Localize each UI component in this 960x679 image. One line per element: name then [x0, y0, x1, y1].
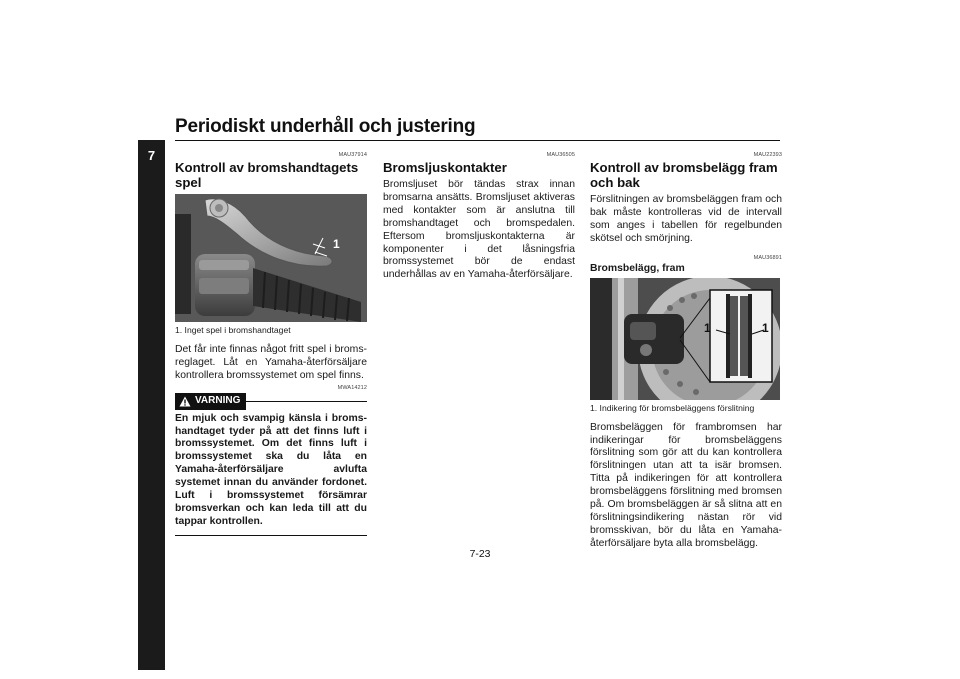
brake-lever-figure — [175, 194, 367, 322]
section-heading-brake-light: Bromsljuskontakter — [383, 160, 507, 175]
section-code: MAU37914 — [338, 152, 367, 158]
warning-text: En mjuk och svampig känsla i bromshandtaget tyder på att det finns luft i bromssystemet. Om det finns luft i bromssystemet ska du låta en Yamaha-återförsäljare avlufta systemet innan du använder fordonet. Luft i bromssystemet försämrar bromsverkan och kan leda till att du tappar kontrollen. — [175, 412, 367, 527]
body-text: Det får inte finnas något fritt spel i bromsreglaget. Låt en Yamaha-återförsäljare kontrollera bromssystemet om spel finns. — [175, 344, 367, 381]
body-text: Bromsljuset bör tändas strax innan bromsarna ansätts. Bromsljuset aktiveras med kontakter som är anslutna till bromshandtaget och bromspedalen. Eftersom bromsljuskontakterna är komponenter i det låsningsfria bromssystemet bör de endast underhållas av en Yamaha-återförsäljare. — [383, 179, 575, 281]
section-heading-brake-lever: Kontroll av bromshandtagets spel — [175, 160, 359, 190]
brake-caliper-illustration — [590, 278, 780, 400]
warning-label: VARNING — [195, 394, 241, 406]
subheading-front-pads: Bromsbelägg, fram — [590, 262, 685, 274]
section-heading-brake-pads: Kontroll av bromsbelägg fram och bak — [590, 160, 778, 190]
section-code: MAU36505 — [546, 152, 575, 158]
warning-code: MWA14212 — [337, 384, 367, 391]
chapter-tab — [138, 140, 165, 670]
section-code: MAU22393 — [753, 152, 782, 158]
body-text: Bromsbeläggen för frambromsen har indikeringar för bromsbeläggens förslitning som gör att du kan kontrollera förslitningen utan att ta isär bromsen. Titta på indikeringen för att kontrollera bromsbeläggens förslitning med bromsen på. Om bromsbeläggen är så slitna att en förslitningsindikering nästan rör vid bromsskivan, bör du låta en Yamaha-återförsäljare byta alla bromsbelägg. — [590, 421, 782, 549]
page-number: 7-23 — [469, 549, 491, 560]
figure-caption: 1. Indikering för bromsbeläggens förslitning — [590, 402, 755, 413]
intro-text: Förslitningen av bromsbeläggen fram och bak måste kontrolleras vid de intervall som anges i tabellen för regelbunden skötsel och smörjning. — [590, 194, 782, 244]
figure-callout-left: 1 — [704, 320, 711, 335]
brake-pad-figure — [590, 278, 780, 400]
page-title: Periodiskt underhåll och justering — [175, 116, 476, 137]
brake-lever-illustration — [175, 194, 367, 322]
figure-callout-right: 1 — [762, 320, 769, 335]
column-brake-pads — [590, 152, 782, 551]
warning-badge — [175, 393, 246, 410]
figure-callout-1: 1 — [333, 237, 340, 251]
column-brake-light — [383, 152, 575, 282]
figure-caption: 1. Inget spel i bromshandtaget — [175, 325, 291, 335]
warning-box — [175, 393, 367, 536]
chapter-number: 7 — [147, 148, 156, 163]
subsection-code: MAU36891 — [753, 254, 782, 261]
column-brake-lever — [175, 152, 367, 536]
title-rule — [175, 140, 780, 141]
warning-triangle-icon — [179, 396, 191, 407]
